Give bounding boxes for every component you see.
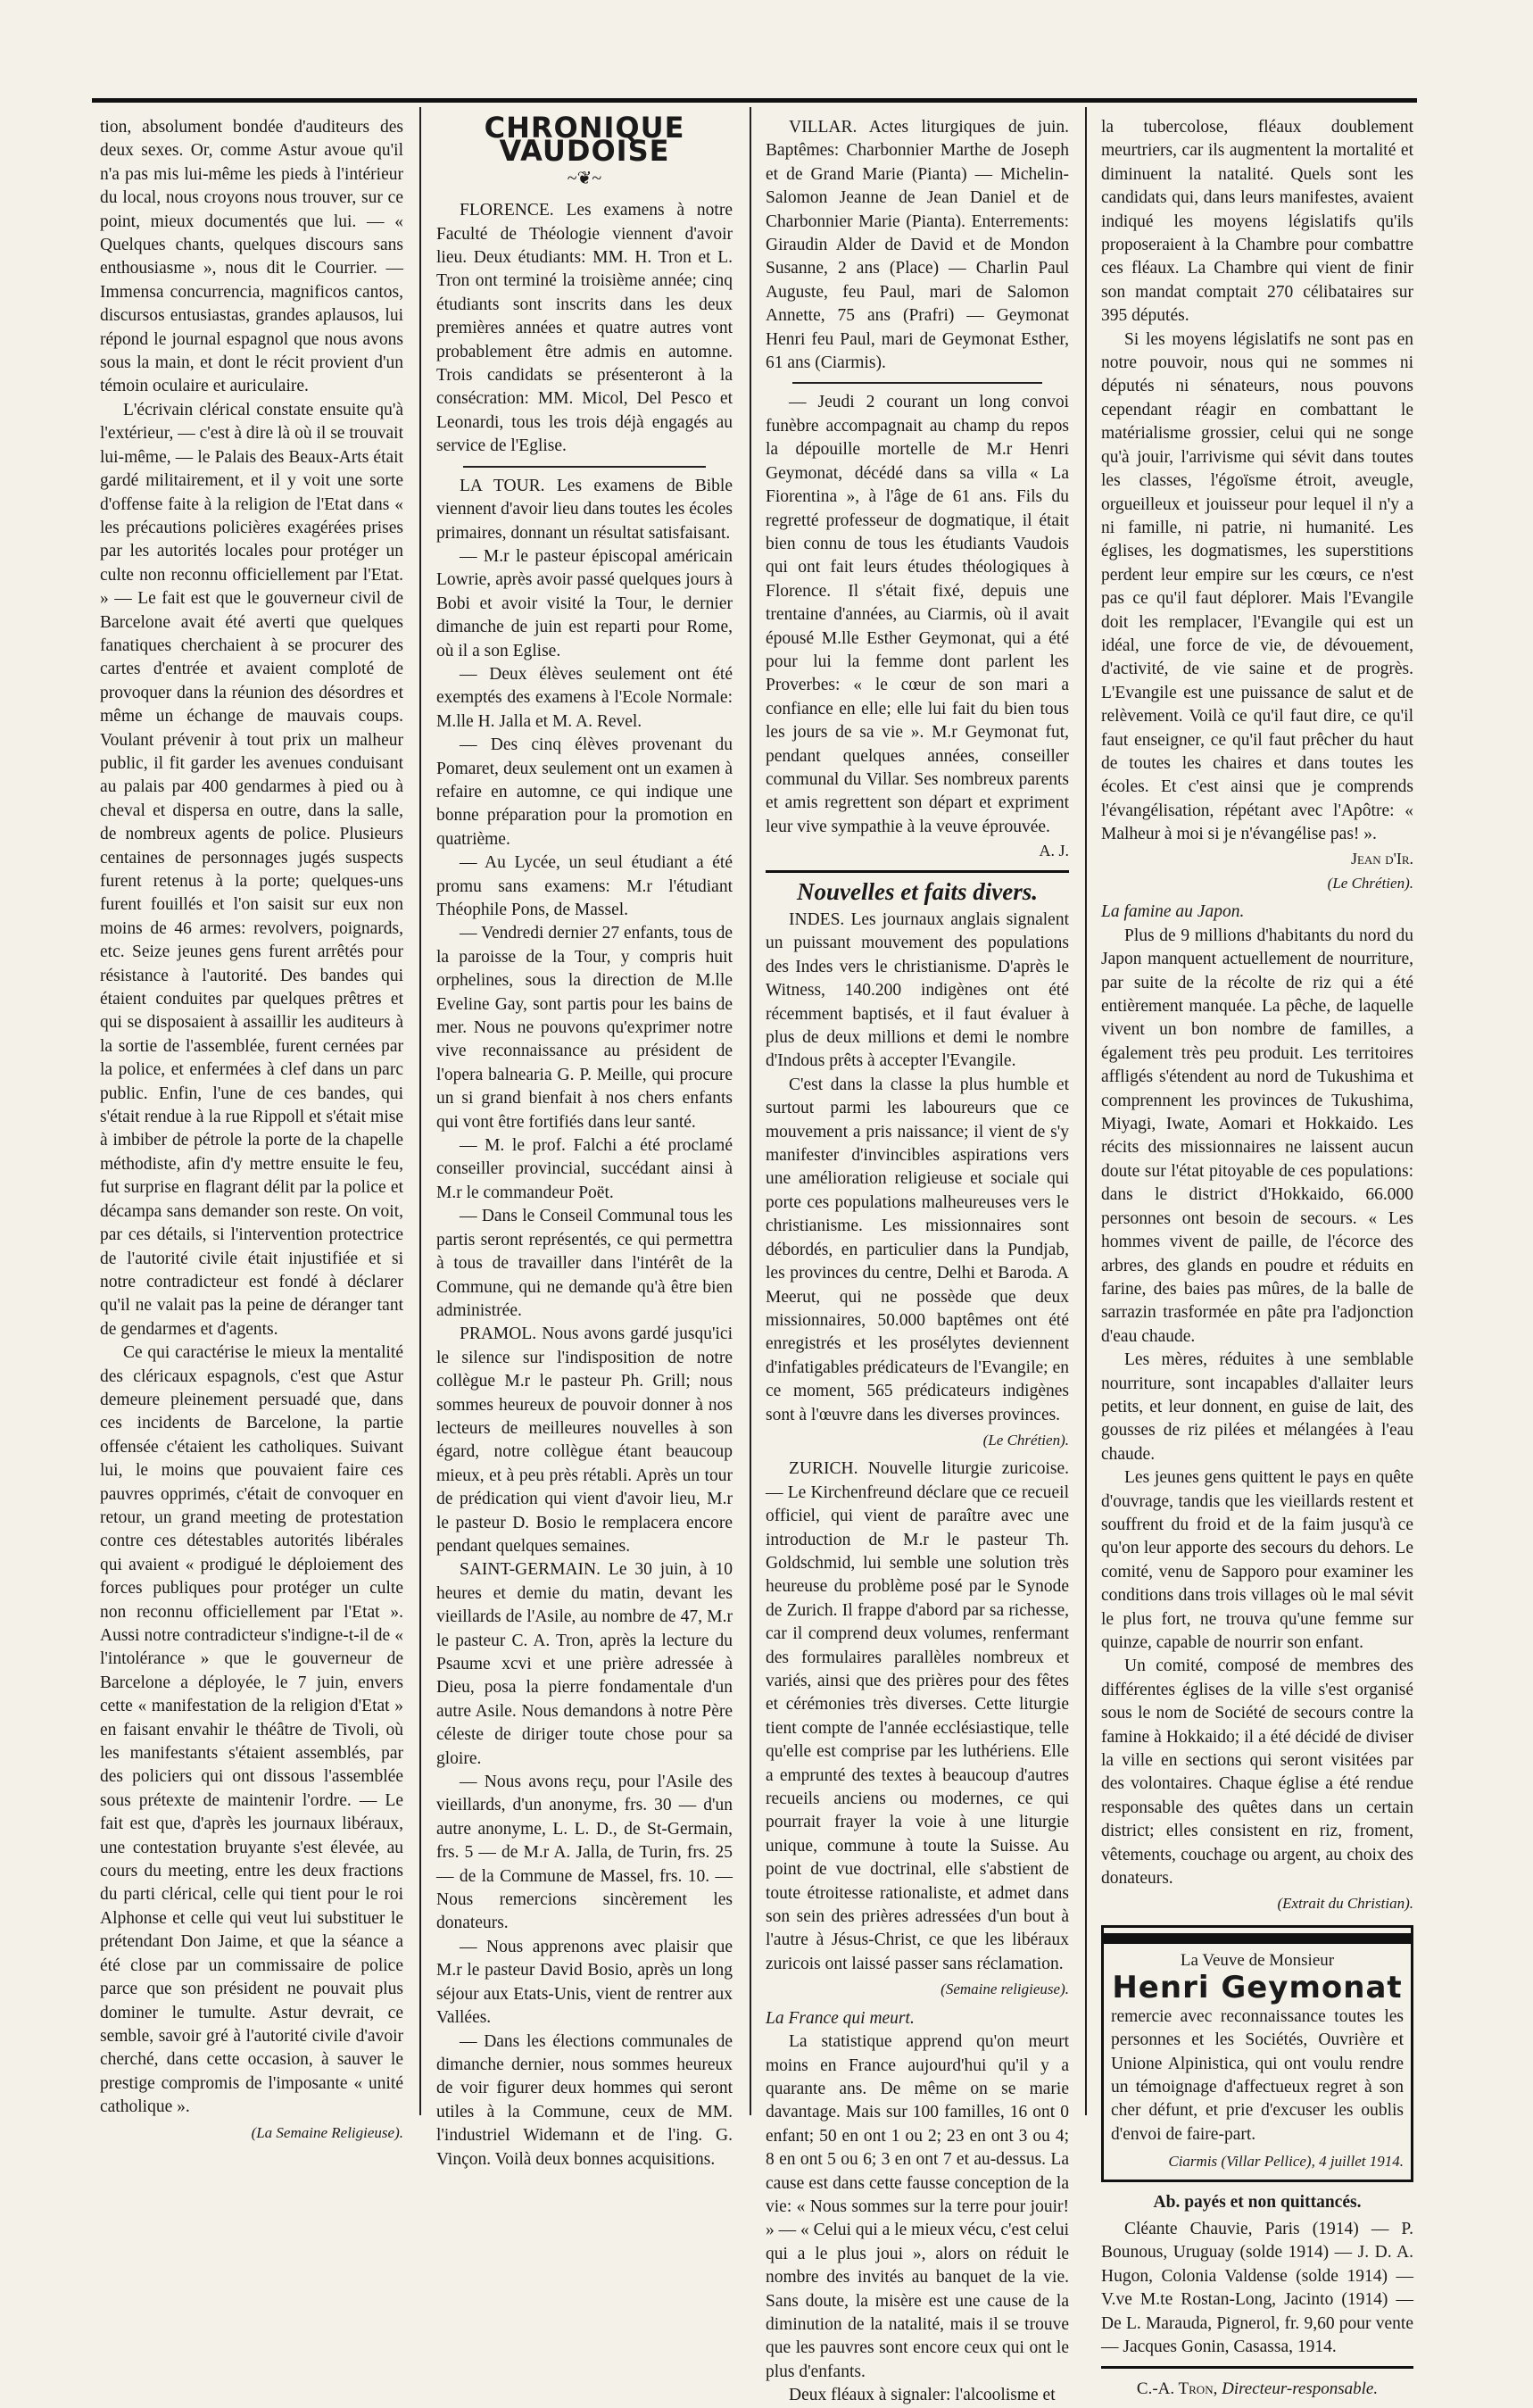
paragraph: — Nous apprenons avec plaisir que M.r le pasteur David Bosio, après un long séjour aux Etats-Unis, vient de rentrer aux Vallées.: [436, 1937, 733, 2028]
paragraph: Plus de 9 millions d'habitants du nord du Japon manquent actuellement de nourriture, par suite de la récolte de riz qui a été entièrement manquée. La pêche, de laquelle vivent un bon nombre de familles, a également très peu produit. Les territoires affligés s'étendent au nord de Tukushima et comprennent les provinces de Tukushima, Miyagi, Iwate, Aomari et Hokkaido. Les récits des missionnaires ne laissent aucun doute sur l'état pitoyable de ces populations: dans le district d'Hokkaido, 66.000 personnes ont besoin de secours. « Les hommes vivent de paille, de l'écorce des arbres, des glands en poudre et réduits en farine, des baies pas mûres, de la balle de sarrazin trasformée en pâte pra l'adjonction d'eau chaude.: [1101, 926, 1413, 1346]
paragraph: — Dans le Conseil Communal tous les partis seront représentés, ce qui permettra à tous de travailler dans l'intérêt de la Commune, qui ne demande qu'à être bien administrée.: [436, 1207, 733, 1320]
separator: [463, 466, 706, 468]
source-credit: (La Semaine Religieuse).: [251, 2123, 403, 2141]
subheading: La famine au Japon.: [1101, 902, 1245, 922]
paragraph: — Des cinq élèves provenant du Pomaret, deux seulement ont un examen à refaire en automne, ce qui indique une bonne préparation pour la promotion en quatrième.: [436, 735, 733, 849]
paragraph: INDES. Les journaux anglais signalent un puissant mouvement des populations des Indes vers le christianisme. D'après le Witness, 140.200 indigènes ont été récemment baptisés, et il faut évaluer à plus de deux millions et demi le nombre d'Indous prêts à accepter l'Evangile.: [766, 910, 1069, 1071]
paragraph: Ce qui caractérise le mieux la mentalité des cléricaux espagnols, c'est que Astur demeure pleinement persuadé que, dans ces incidents de Barcelone, la partie offensée c'étaient les catholiques. Suivant lui, le moins que pouvaient faire ces pauvres opprimés, c'était de convoquer en retour, un grand meeting de protestation contre ces détestables autorités libérales qui avaient « prodigué le déploiement des forces publiques pour protéger un culte non reconnu officiellement par l'Etat ». Aussi notre contradicteur s'indigne-t-il de « l'intolérance » que le gouverneur de Barcelone a déployée, le 7 juin, envers cette « manifestation de la religion d'Etat » en faisant envahir le théâtre de Tivoli, où les manifestants s'étaient assemblés, par des policiers qui ont dissous l'assemblée sous prétexte de maintenir l'ordre. — Le fait est que, d'après les journaux libéraux, une contestation bruyante s'est élevée, au cours du meeting, entre les deux fractions du parti clérical, celle qui tient pour le roi Alphonse et celle qui veut lui substituer le prétendant Don Jaime, et que la séance a été close par un commissaire de police parce que son président ne pouvait plus dominer le tumulte. Astur devrait, ce semble, savoir gré à l'autorité civile d'avoir cherché, dans cette occasion, à sauver le prestige compromis de l'imposante « unité catholique ».: [100, 1343, 403, 2117]
column-3: [766, 116, 1069, 2405]
director-role: Directeur-responsable.: [1222, 2379, 1379, 2399]
separator: [792, 382, 1042, 384]
column-divider: [750, 107, 751, 2115]
paragraph: C'est dans la classe la plus humble et surtout parmi les laboureurs que ce mouvement a pris naissance; il vient de s'y manifester d'invincibles aspirations vers une amélioration religieuse et sociale qui porte ces populations malheureuses vers le christianisme. Les missionnaires sont débordés, en particulier dans la Pundjab, les provinces du centre, Delhi et Baroda. A Meerut, qui ne possède que deux missionnaires, 50.000 baptêmes ont été enregistrés et les prosélytes deviennent d'infatigables prédicateurs de l'Evangile; en ce moment, 565 prédicateurs indigènes sont à l'œuvre dans les diverses provinces.: [766, 1075, 1069, 1424]
separator: [1101, 2366, 1413, 2369]
notice-bar: [1104, 1933, 1411, 1944]
paragraph: — Jeudi 2 courant un long convoi funèbre accompagnait au champ du repos la dépouille mortelle de M.r Henri Geymonat, décédé dans sa villa « La Fiorentina », à l'âge de 61 ans. Fils du regretté professeur de dogmatique, il était bien connu de tous les étudiants Vaudois qui ont fait leurs études théologiques à Florence. Il s'était fixé, depuis une trentaine d'années, au Ciarmis, où il avait épousé M.lle Esther Geymonat, qui a été pour lui la femme dont parlent les Proverbes: « le cœur de son mari a confiance en elle; elle lui fait du bien tous les jours de sa vie ». M.r Geymonat fut, pendant quelques années, conseiller communal du Villar. Ses nombreux parents et amis regrettent son départ et expriment leur vive sympathie à la veuve éprouvée.: [766, 393, 1069, 836]
paragraph: Un comité, composé de membres des différentes églises de la ville s'est organisé sous le nom de Société de secours contre la famine à Hokkaido; il a été décidé de diviser la ville en sections qui seront visitées par des volontaires. Chaque église a été rendue responsable des quêtes dans un certain district; elles consistent en riz, froment, vêtements, couchage ou argent, au choix des donateurs.: [1101, 1657, 1413, 1889]
paragraph: Les mères, réduites à une semblable nourriture, sont incapables d'allaiter leurs petits, et leur donnent, en guise de lait, des gousses de riz pilées et mélangées à l'eau chaude.: [1101, 1350, 1413, 1464]
column-1: [100, 116, 403, 2141]
paragraph: tion, absolument bondée d'auditeurs des deux sexes. Or, comme Astur avoue qu'il n'a pas mis lui-même les pieds à l'intérieur du local, nous croyons nous trouver, sur ce point, mieux documentés que lui. — « Quelques chants, quelques discours sans enthousiasme », nous dit le Courrier. — Immensa concurrencia, magnificos cantos, discursos entusiastas, grandes aplausos, lui répond le journal espagnol que nous avons sous la main, et dont le récit provient d'un témoin oculaire et auriculaire.: [100, 118, 403, 396]
source-credit: (Extrait du Christian).: [1277, 1895, 1413, 1913]
paragraph: — Deux élèves seulement ont été exemptés des examens à l'Ecole Normale: M.lle H. Jalla et M. A. Revel.: [436, 664, 733, 731]
ornament: ~❦~: [567, 168, 602, 188]
paragraph: — Dans les élections communales de dimanche dernier, nous sommes heureux de voir figurer deux hommes qui seront utiles à la Commune, ceux de MM. l'industriel Widemann et de l'ing. G. Vinçon. Voilà deux bonnes acquisitions.: [436, 2031, 733, 2169]
paragraph: FLORENCE. Les examens à notre Faculté de Théologie viennent d'avoir lieu. Deux étudiants: MM. H. Tron et L. Tron ont terminé la troisième année; cinq étudiants sont inscrits dans les deux premières années et quatre autres vont probablement être admis en automne. Trois candidats se présenteront à la consécration: MM. Micol, Del Pesco et Leonardi, tous les trois déjà engagés au service de l'Eglise.: [436, 201, 733, 456]
paragraph: — Vendredi dernier 27 enfants, tous de la paroisse de la Tour, y compris huit orphelines, sous la direction de M.lle Eveline Gay, sont partis pour les bains de mer. Nous ne pouvons qu'exprimer notre vive reconnaissance au président de l'opera balnearia G. P. Meille, qui procure un si grand bienfait à nos chers enfants qui vont être fortifiés dans leur santé.: [436, 924, 733, 1132]
separator: [766, 870, 1069, 873]
paragraph: LA TOUR. Les examens de Bible viennent d'avoir lieu dans toutes les écoles primaires, donnant un résultat satisfaisant.: [436, 476, 733, 543]
column-divider: [1085, 107, 1087, 2115]
notice-line: La Veuve de Monsieur: [1180, 1950, 1335, 1970]
subscriptions-list: Cléante Chauvie, Paris (1914) — P. Bounous, Uruguay (solde 1914) — J. D. A. Hugon, Colonia Valdense (solde 1914) — V.ve M.te Rostan-Long, Jacinto (1914) — De L. Marauda, Pignerol, fr. 9,60 pour vente — Jacques Gonin, Casassa, 1914.: [1101, 2219, 1413, 2356]
source-credit: (Le Chrétien).: [982, 1431, 1069, 1449]
paragraph: VILLAR. Actes liturgiques de juin. Baptêmes: Charbonnier Marthe de Joseph et de Grand Marie (Pianta) — Michelin-Salomon Jeanne de Jean Daniel et de Charbonnier Marie (Pianta). Enterrements: Giraudin Alder de David et de Mondon Susanne, 2 ans (Place) — Charlin Paul Auguste, feu Paul, mari de Salomon Annette, 75 ans (Prafri) — Geymonat Henri feu Paul, mari de Geymonat Esther, 61 ans (Ciarmis).: [766, 118, 1069, 373]
paragraph: — M. le prof. Falchi a été proclamé conseiller provincial, succédant ainsi à M.r le commandeur Poët.: [436, 1136, 733, 1202]
director-name: C.-A. Tron,: [1136, 2379, 1218, 2399]
paragraph: ZURICH. Nouvelle liturgie zuricoise. — Le Kirchenfreund déclare que ce recueil officiel, qui vient de paraître avec une introduction de M.r le pasteur Th. Goldschmid, lui semble une solution très heureuse du problème posé par le Synode de Zurich. Il frappe d'abord par sa richesse, car il comprend deux volumes, renfermant des formulaires parallèles nombreux et variés, ainsi que des prières pour des fêtes et cérémonies très diverses. Cette liturgie tient compte de l'année ecclésiastique, telle qu'elle est comprise par les luthériens. Elle a emprunté des textes à beaucoup d'autres recueils anciens ou modernes, ce qui pourrait frayer la voie à une liturgie unique, commune à toute la Suisse. Au point de vue doctrinal, elle s'abstient de toute étroitesse rationaliste, et admet dans son sein des prières adressées d'un bout à l'autre à Jésus-Christ, ce que les libéraux zuricois ont laissé passer sans réclamation.: [766, 1459, 1069, 1973]
section-title: Nouvelles et faits divers.: [797, 877, 1038, 905]
paragraph: PRAMOL. Nous avons gardé jusqu'ici le silence sur l'indisposition de notre collègue M.r le pasteur Ph. Grill; nous sommes heureux de pouvoir donner à nos lecteurs de meilleures nouvelles à son égard, notre collègue étant beaucoup mieux, et à peu près rétabli. Après un tour de prédication qui vient d'avoir lieu, M.r le pasteur D. Bosio le remplacera encore pendant quelques semaines.: [436, 1324, 733, 1556]
column-4: [1101, 116, 1413, 2399]
subscriptions-title: Ab. payés et non quittancés.: [1153, 2192, 1362, 2212]
paragraph: — Au Lycée, un seul étudiant a été promu sans examens: M.r l'étudiant Théophile Pons, de Massel.: [436, 853, 733, 919]
paragraph: Deux fléaux à signaler: l'alcoolisme et: [789, 2386, 1056, 2405]
director-line: [1101, 2378, 1413, 2401]
section-title: CHRONIQUE VAUDOISE: [484, 111, 685, 169]
subheading: La France qui meurt.: [766, 2008, 915, 2028]
paragraph: Les jeunes gens quittent le pays en quête d'ouvrage, tandis que les vieillards restent et souffrent du froid et de la faim jusqu'à ce qu'on leur apporte des secours du dehors. Le comité, venu de Sapporo pour examiner les conditions dans trois villages où le mal sévit le plus fort, ne trouva qu'une femme sur quinze, capable de nourrir son enfant.: [1101, 1468, 1413, 1652]
obituary-notice: [1101, 1925, 1413, 2182]
column-2: [436, 111, 733, 2169]
paragraph: L'écrivain clérical constate ensuite qu'à l'extérieur, — c'est à dire là où il se trouvait lui-même, — le Palais des Beaux-Arts était gardé militairement, et il y voit une sorte d'offense faite à la religion de l'Etat dans « les précautions policières exagérées prises par les autorités locales pour protéger un culte non reconnu officiellement par l'Etat. » — Le fait est que le gouverneur civil de Barcelone avait été averti que quelques fanatiques cherchaient à se procurer des cartes d'entrée et avaient comploté de provoquer dans la réunion des désordres et même un échange de mauvais coups. Voulant prévenir à tout prix un malheur public, il fit garder les avenues conduisant au palais par 400 gendarmes à pied ou à cheval et dispersa en outre, dans la salle, de nombreux agents de police. Plusieurs centaines de personnages jugés suspects furent retenus à la porte; quelques-uns furent fouillés et l'on saisit sur eux non moins de 46 armes: revolvers, poignards, etc. Seize jeunes gens furent arrêtés pour résistance à l'autorité. Des bandes qui étaient conduites par quelques prêtres et qui se disposaient à assaillir les auditeurs à la sortie de l'assemblée, furent cernées par la police, et enfermées à clef dans un parc public. Enfin, l'une de ces bandes, qui s'était rendue à la rue Rippoll et s'était mise à imbiber de pétrole la porte de la chapelle méthodiste, afin d'y mettre ensuite le feu, fut surprise en flagrant délit par la police et décampa sans demander son reste. On voit, par ces détails, si l'intervention protectrice de l'autorité civile était injustifiée et si notre contradicteur est fondé à déclarer qu'il ne valait pas la peine de déranger tant de gendarmes et d'agents.: [100, 400, 403, 1339]
signature: A. J.: [1039, 842, 1069, 860]
paragraph: — Nous avons reçu, pour l'Asile des vieillards, d'un anonyme, frs. 30 — d'un autre anonyme, L. L. D., de St-Germain, frs. 5 — de M.r A. Jalla, de Turin, frs. 25 — de la Commune de Massel, frs. 10. — Nous remercions sincèrement les donateurs.: [436, 1773, 733, 1933]
column-divider: [419, 107, 421, 2115]
signature: Jean d'Ir.: [1350, 849, 1413, 868]
source-credit: (Le Chrétien).: [1327, 875, 1413, 892]
paragraph: SAINT-GERMAIN. Le 30 juin, à 10 heures et demie du matin, devant les vieillards de l'Asile, au nombre de 47, M.r le pasteur C. A. Tron, après la lecture du Psaume xcvi et une prière adressée à Dieu, posa la pierre fondamentale d'un autre Asile. Nous demandons à notre Père céleste de diriger toute chose pour sa gloire.: [436, 1560, 733, 1768]
notice-name: Henri Geymonat: [1112, 1970, 1403, 2006]
source-credit: (Semaine religieuse).: [941, 1980, 1069, 1998]
notice-body: remercie avec reconnaissance toutes les personnes et les Sociétés, Ouvrière et Unione Alpinistica, qui ont voulu rendre un témoignage d'affectueux regret à son cher défunt, et prie d'excuser les oublis d'envoi de faire-part.: [1111, 2006, 1404, 2144]
paragraph: — M.r le pasteur épiscopal américain Lowrie, après avoir passé quelques jours à Bobi et avoir visité la Tour, le dernier dimanche de juin est reparti pour Rome, où il a son Eglise.: [436, 546, 733, 660]
paragraph: Si les moyens législatifs ne sont pas en notre pouvoir, nous qui ne sommes ni députés ni sénateurs, nous pouvons cependant réagir en combattant le matérialisme grossier, celui qui ne songe qu'à jouir, l'arrivisme qui sévit dans toutes les classes, l'égoïsme étroit, aveugle, orgueilleux et jouisseur pour lequel il n'y a ni famille, ni patrie, ni humanité. Les églises, les dogmatismes, les superstitions perdent leur empire sur les cœurs, ce n'est pas ce qu'il faut déplorer. Mais l'Evangile doit les remplacer, l'Evangile qui est un idéal, une force de vie, de dévouement, d'activité, de vie saine et de progrès. L'Evangile est une puissance de salut et de relèvement. Voilà ce qu'il faut dire, ce qu'il faut enseigner, ce qu'il faut prêcher du haut de toutes les chaires et dans toutes les écoles. Et c'est ainsi que je comprends l'évangélisation, répétant avec l'Apôtre: « Malheur à moi si je n'évangélise pas! ».: [1101, 329, 1413, 844]
notice-sign: Ciarmis (Villar Pellice), 4 juillet 1914.: [1168, 2153, 1404, 2171]
top-rule: [92, 98, 1417, 103]
paragraph: La statistique apprend qu'on meurt moins en France aujourd'hui qu'il y a quarante ans. De même on se marie davantage. Mais sur 100 familles, 16 ont 0 enfant; 50 en ont 1 ou 2; 23 en ont 3 ou 4; 8 en ont 5 ou 6; 3 en ont 7 et au-dessus. La cause est dans cette fausse conception de la vie: « Nous sommes sur la terre pour jouir! » — « Celui qui a le mieux vécu, c'est celui qui a le plus joui », alors on réduit le nombre des invités au banquet de la vie. Sans doute, la misère est une cause de la diminution de la natalité, mais il se trouve que les pauvres sont encore ceux qui ont le plus d'enfants.: [766, 2032, 1069, 2381]
paragraph: la tubercolose, fléaux doublement meurtriers, car ils augmentent la mortalité et diminuent la natalité. Quels sont les candidats qui, dans leurs manifestes, avaient indiqué les moyens législatifs qu'ils proposeraient à la Chambre pour combattre ces fléaux. La Chambre qui vient de finir son mandat comptait 270 célibataires sur 395 députés.: [1101, 118, 1413, 326]
